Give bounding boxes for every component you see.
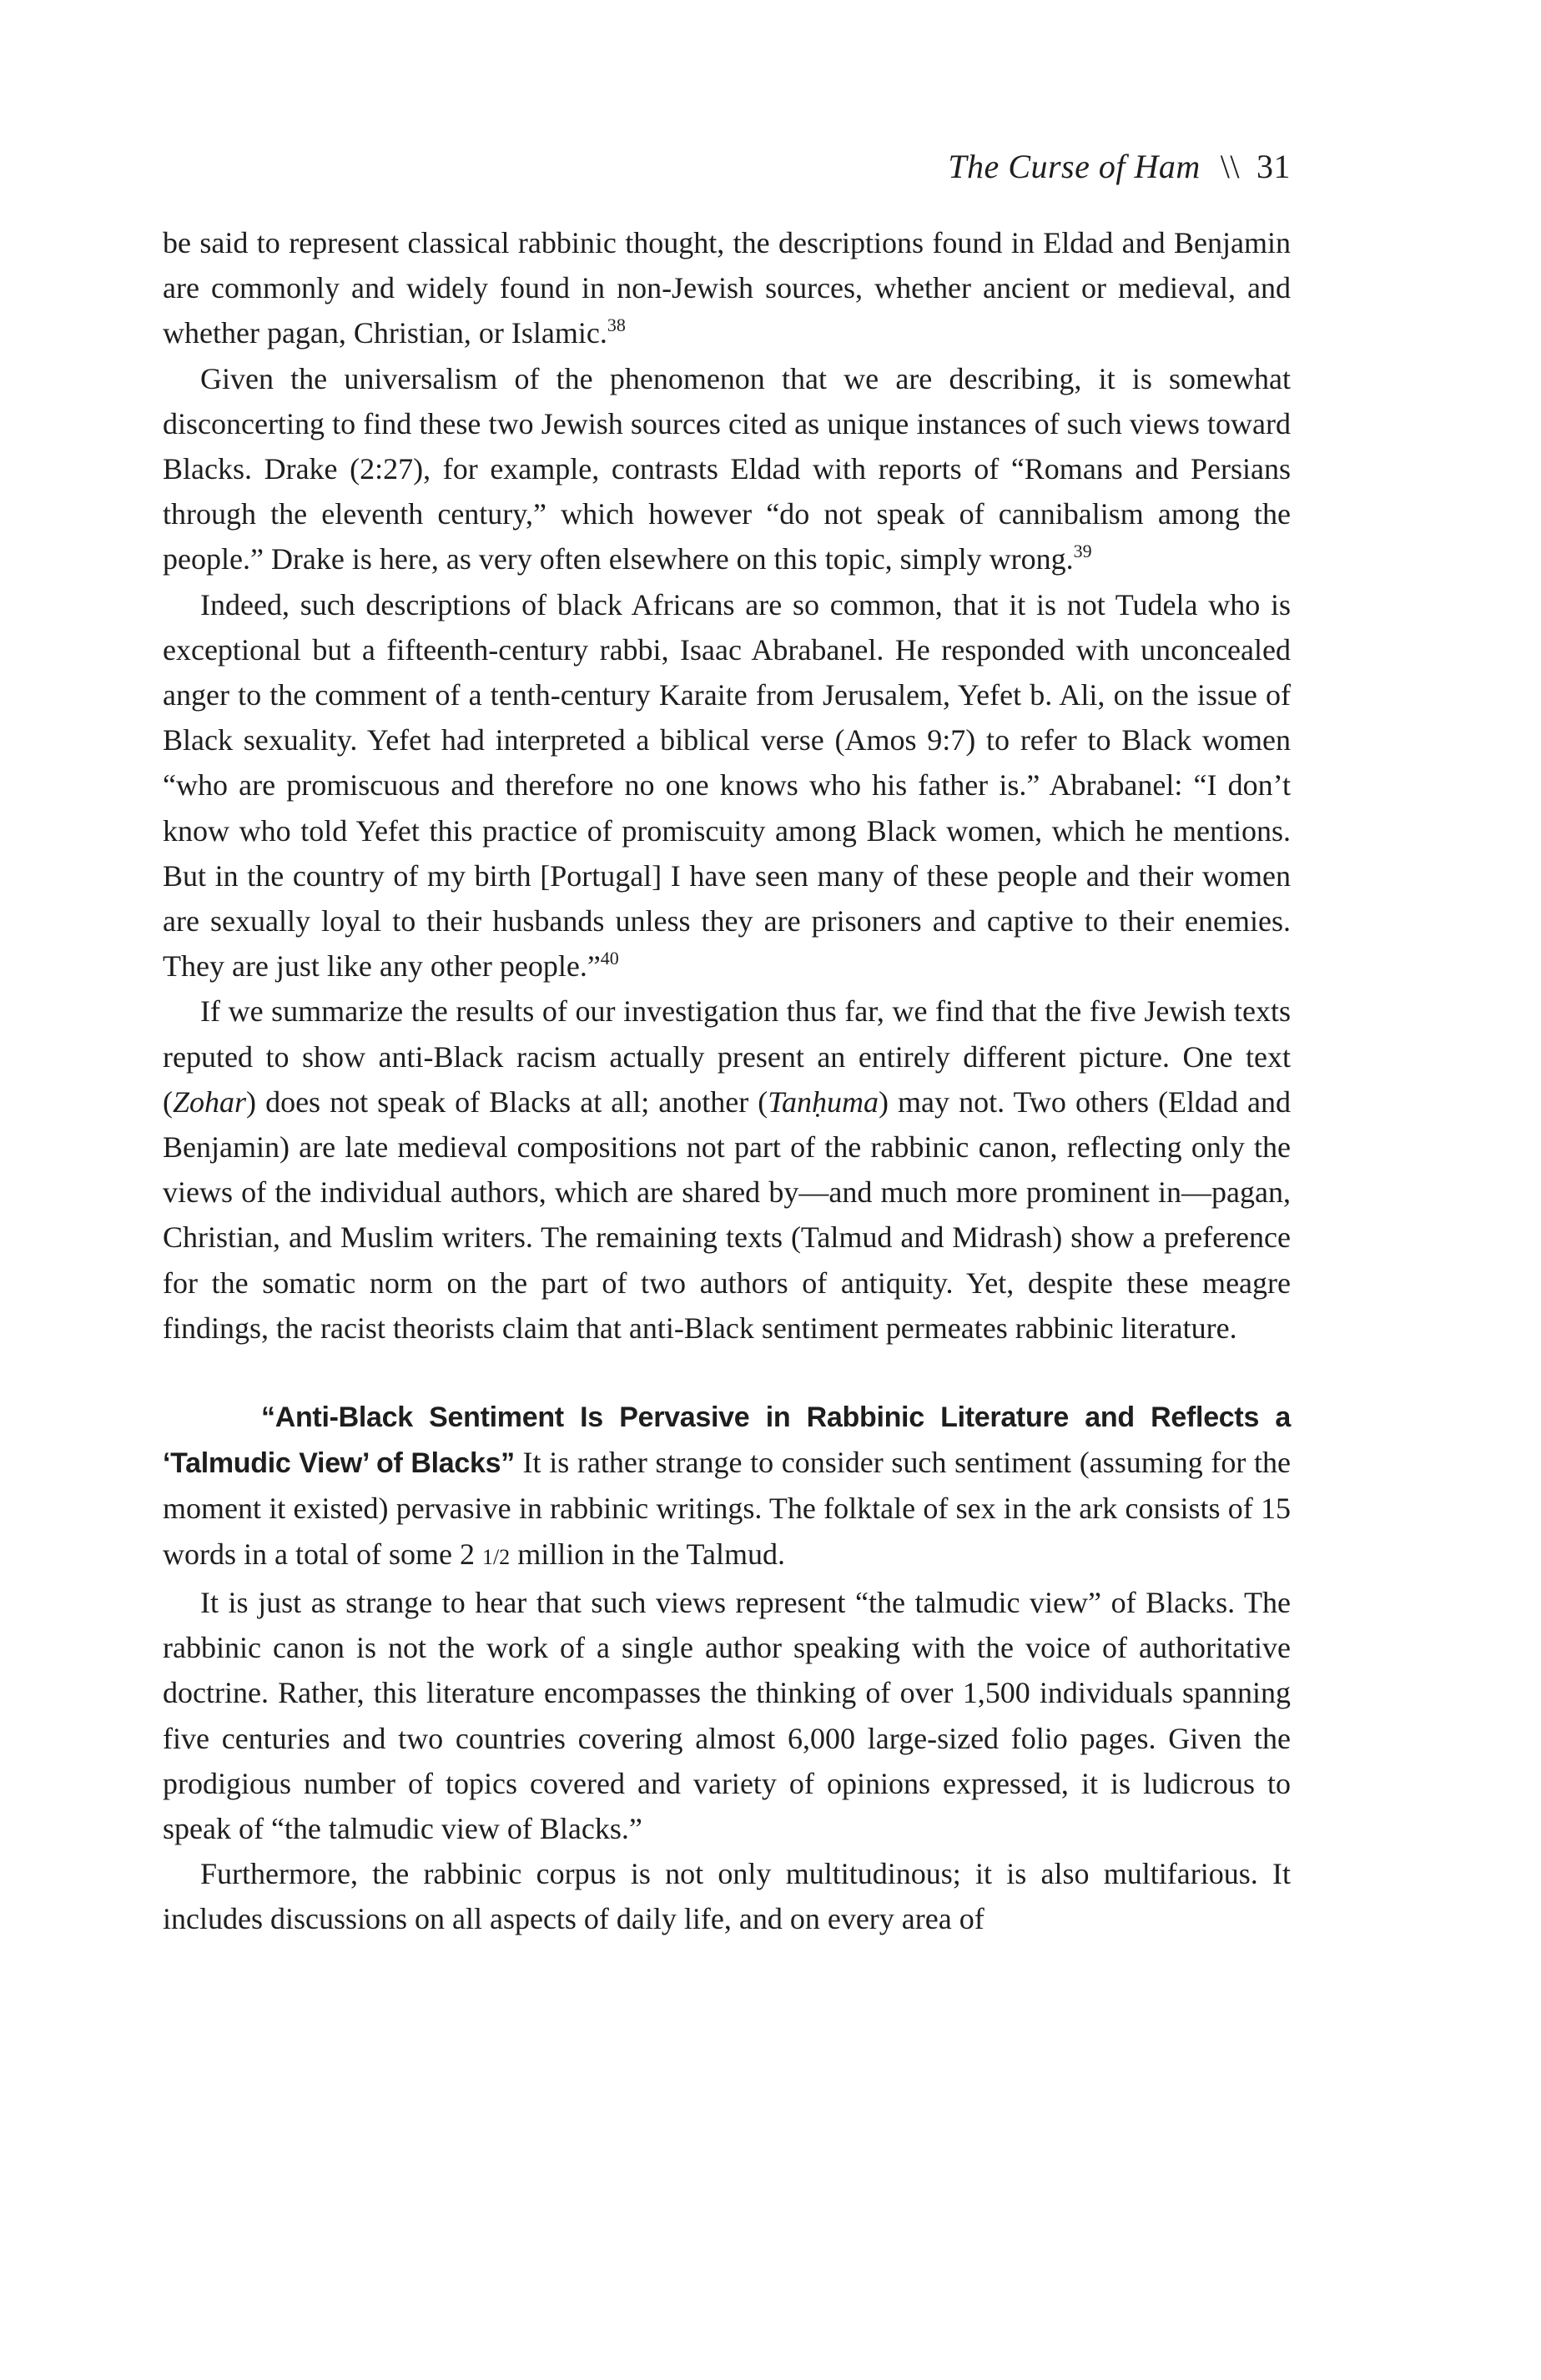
body-paragraph (163, 989, 1291, 1351)
text-run: million in the Talmud. (510, 1537, 785, 1571)
text-run: Given the universalism of the phenomenon that we are describing, it is somewhat disconcerting to find these two Jewish sources cited as unique instances of such views toward Blacks. Drake (2:27), for example, contrasts Eldad with reports of “Romans and Persians through the eleventh century,” which however “do not speak of cannibalism among the people.” Drake is here, as very often elsewhere on this topic, simply wrong. (163, 361, 1291, 576)
italic-title: Zohar (173, 1084, 247, 1119)
text-run: If we summarize the results of our investigation thus far, we find that the five Jewish texts reputed to show anti-Black racism actually present an entirely different picture. One text ( (163, 994, 1291, 1119)
section-paragraph (163, 1394, 1291, 1580)
body-paragraph (163, 582, 1291, 989)
page-body (163, 220, 1291, 1942)
body-paragraph (163, 1851, 1291, 1941)
fraction: 1/2 (481, 1544, 511, 1569)
footnote-marker: 40 (600, 948, 619, 969)
section-heading: “Anti-Black Sentiment Is Pervasive in Rabbinic Literature and Reflects a ‘Talmudic View’ of Blacks” (163, 1401, 1291, 1480)
text-run: be said to represent classical rabbinic thought, the descriptions found in Eldad and Benjamin are commonly and widely found in non-Jewish sources, whether ancient or medieval, and whether pagan, Christian, or Islamic. (163, 226, 1291, 350)
text-run: It is just as strange to hear that such views represent “the talmudic view” of Blacks. The rabbinic canon is not the work of a single author speaking with the voice of authoritative doctrine. Rather, this literature encompasses the thinking of over 1,500 individuals spanning five centuries and two countries covering almost 6,000 large-sized folio pages. Given the prodigious number of topics covered and variety of opinions expressed, it is ludicrous to speak of “the talmudic view of Blacks.” (163, 1585, 1291, 1845)
italic-title: Tanḥuma (768, 1084, 879, 1119)
text-run: ) may not. Two others (Eldad and Benjamin) are late medieval compositions not part of the rabbinic canon, reflecting only the views of the individual authors, which are shared by—and much more prominent in—pagan, Christian, and Muslim writers. The remaining texts (Talmud and Midrash) show a preference for the somatic norm on the part of two authors of antiquity. Yet, despite these meagre findings, the racist theorists claim that anti-Black sentiment permeates rabbinic literature. (163, 1084, 1291, 1345)
body-paragraph (163, 356, 1291, 582)
body-paragraph (163, 220, 1291, 356)
footnote-marker: 38 (607, 314, 626, 336)
running-title: The Curse of Ham (948, 148, 1201, 185)
text-run: It is rather strange to consider such sentiment (assuming for the moment it existed) pervasive in rabbinic writings. The folktale of sex in the ark consists of 15 words in a total of some 2 (163, 1446, 1292, 1571)
page-number: 31 (1256, 148, 1291, 185)
running-head (948, 147, 1291, 187)
text-run: Indeed, such descriptions of black Africans are so common, that it is not Tudela who is exceptional but a fifteenth-century rabbi, Isaac Abrabanel. He responded with unconcealed anger to the comment of a tenth-century Karaite from Jerusalem, Yefet b. Ali, on the issue of Black sexuality. Yefet had interpreted a biblical verse (Amos 9:7) to refer to Black women “who are promiscuous and therefore no one knows who his father is.” Abrabanel: “I don’t know who told Yefet this practice of promiscuity among Black women, which he mentions. But in the country of my birth [Portugal] I have seen many of these people and their women are sexually loyal to their husbands unless they are prisoners and captive to their enemies. They are just like any other people.” (163, 587, 1291, 984)
text-run: Furthermore, the rabbinic corpus is not only multitudinous; it is also multifarious. It includes discussions on all aspects of daily life, and on every area of (163, 1857, 1291, 1936)
text-run: ) does not speak of Blacks at all; another ( (246, 1084, 768, 1119)
footnote-marker: 39 (1073, 541, 1092, 562)
running-head-separator: \\ (1220, 148, 1240, 185)
body-paragraph (163, 1580, 1291, 1851)
